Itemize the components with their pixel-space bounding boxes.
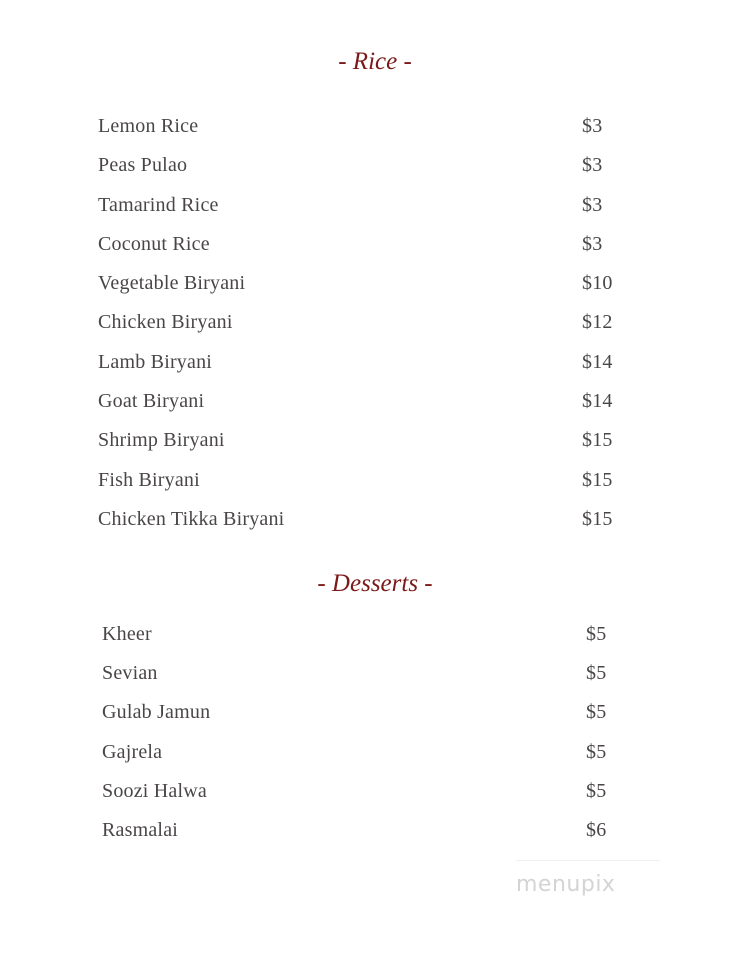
item-name: Lamb Biryani [98,350,213,373]
menu-item [98,311,618,350]
item-name: Gajrela [102,740,163,763]
item-price: $3 [582,154,603,177]
menu-item [98,272,618,311]
item-price: $6 [586,818,607,841]
item-price: $15 [582,507,613,530]
item-price: $14 [582,390,613,413]
menu-item [98,351,618,390]
watermark-logo: menupix [516,872,616,897]
item-price: $12 [582,311,613,334]
item-name: Vegetable Biryani [98,272,246,295]
item-name: Chicken Tikka Biryani [98,507,285,530]
item-price: $10 [582,272,613,295]
item-name: Fish Biryani [98,468,200,491]
item-name: Shrimp Biryani [98,429,225,452]
item-name: Chicken Biryani [98,311,233,334]
watermark-divider [516,860,660,861]
desserts-section-title: - Desserts - [317,570,433,597]
item-name: Tamarind Rice [98,193,219,216]
item-price: $5 [586,623,607,645]
item-name: Rasmalai [102,818,179,841]
item-price: $15 [582,468,613,491]
item-name: Kheer [102,623,152,645]
menu-item [98,429,618,468]
menu-item [98,154,618,193]
item-price: $5 [586,740,607,763]
menu-item [102,623,614,662]
rice-section-title: - Rice - [338,48,412,75]
item-name: Soozi Halwa [102,779,207,802]
menu-item [102,662,614,701]
item-name: Coconut Rice [98,232,210,255]
item-name: Lemon Rice [98,115,199,137]
menu-item [102,701,614,740]
rice-menu-list [98,115,618,547]
item-price: $3 [582,115,603,137]
item-name: Gulab Jamun [102,701,211,724]
menu-item [102,780,614,819]
item-price: $5 [586,779,607,802]
menu-item [98,390,618,429]
item-price: $3 [582,193,603,216]
item-name: Peas Pulao [98,154,188,177]
menu-item [102,741,614,780]
item-name: Sevian [102,662,158,685]
menu-item [98,194,618,233]
item-name: Goat Biryani [98,390,205,413]
menu-item [98,508,618,547]
menu-item [98,469,618,508]
menu-item [98,233,618,272]
item-price: $3 [582,232,603,255]
item-price: $5 [586,701,607,724]
desserts-menu-list [102,623,614,858]
menu-item [102,819,614,858]
item-price: $14 [582,350,613,373]
item-price: $15 [582,429,613,452]
item-price: $5 [586,662,607,685]
menu-item [98,115,618,154]
